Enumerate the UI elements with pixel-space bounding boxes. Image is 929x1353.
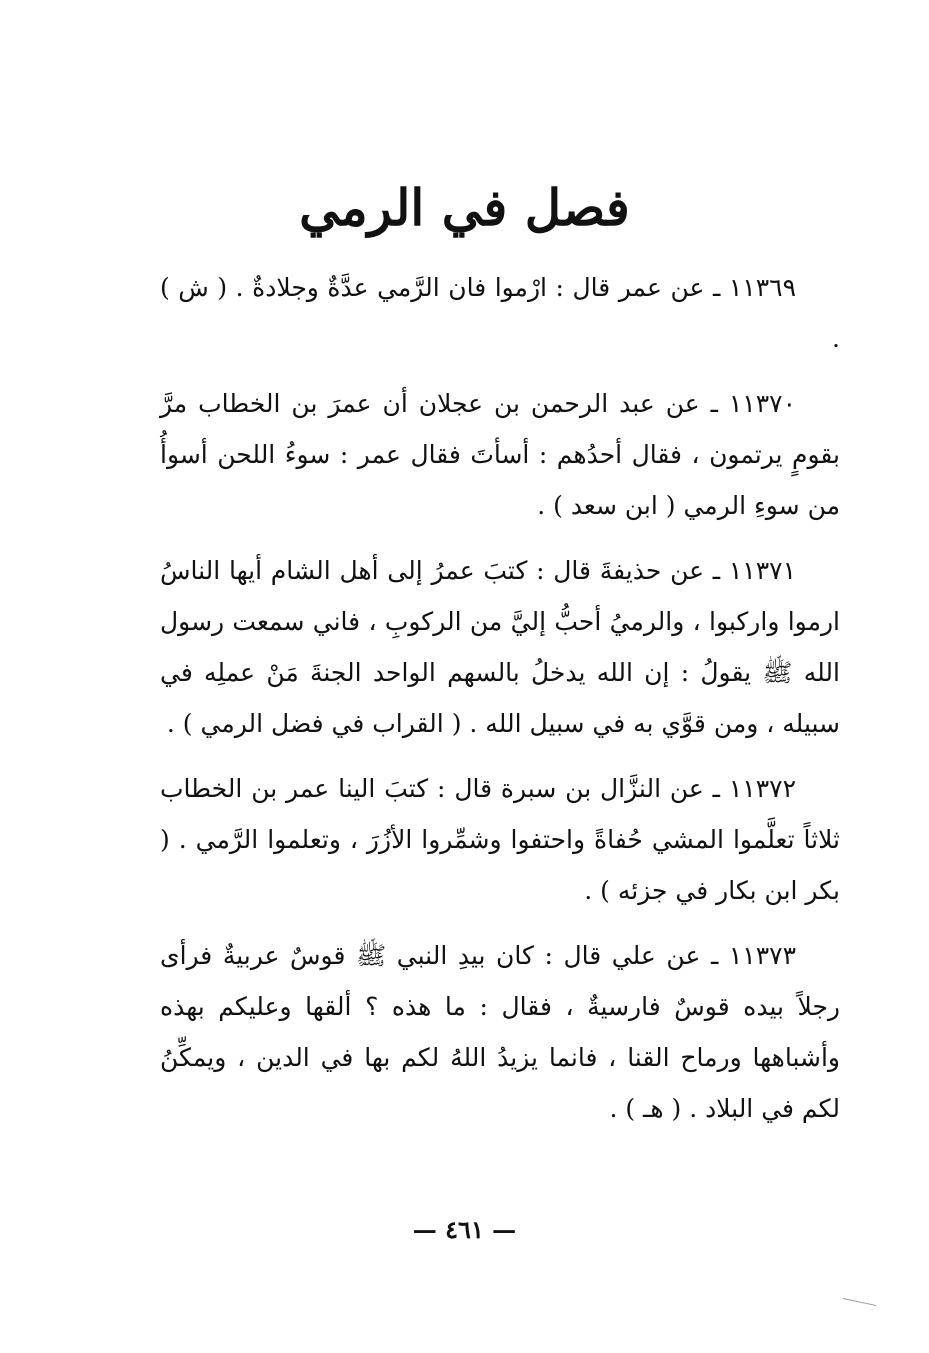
hadith-paragraph-11371: ١١٣٧١ ـ عن حذيفةَ قال : كتبَ عمرُ إلى أهل الشام أيها الناسُ ارموا واركبوا ، والرميُ أحبُّ إليَّ من الركوبِ ، فاني سمعت رسول الله ﷺ يقولُ : إن الله يدخلُ بالسهم الواحد الجنةَ مَنْ عملِه في سبيله ، ومن قوَّي به في سبيل الله . ( القراب في فضل الرمي ) .: [160, 556, 840, 738]
section-title: فصل في الرمي: [299, 178, 630, 237]
hadith-paragraph-11370: ١١٣٧٠ ـ عن عبد الرحمن بن عجلان أن عمرَ بن الخطاب مرَّ بقومٍ يرتمون ، فقال أحدُهم : أسأتَ فقال عمر : سوءُ اللحن أسوأُ من سوءِ الرمي ( ابن سعد ) .: [160, 389, 840, 520]
hadith-text-body: [160, 262, 840, 1148]
hadith-paragraph-11372: ١١٣٧٢ ـ عن النزَّال بن سبرة قال : كتبَ الينا عمر بن الخطاب ثلاثاً تعلَّموا المشي حُفاةً واحتفوا وشمِّروا الأزُرَ ، وتعلموا الرَّمي . ( بكر ابن بكار في جزئه ) .: [160, 774, 840, 905]
hadith-paragraph-11373: ١١٣٧٣ ـ عن علي قال : كان بيدِ النبي ﷺ قوسٌ عربيةٌ فرأى رجلاً بيده قوسٌ فارسيةٌ ، فقال : ما هذه ؟ ألقها وعليكم بهذه وأشباهها ورماح القنا ، فانما يزيدُ اللهُ لكم بها في الدين ، ويمكِّنُ لكم في البلاد . ( هـ ) .: [160, 941, 840, 1123]
hadith-paragraph-11369: ١١٣٦٩ ـ عن عمر قال : ارْموا فان الرَّمي عدَّةٌ وجلادةٌ . ( ش ) .: [160, 273, 840, 353]
page-corner-mark: [843, 1298, 876, 1306]
page-number: — ٤٦١ —: [412, 1215, 517, 1244]
